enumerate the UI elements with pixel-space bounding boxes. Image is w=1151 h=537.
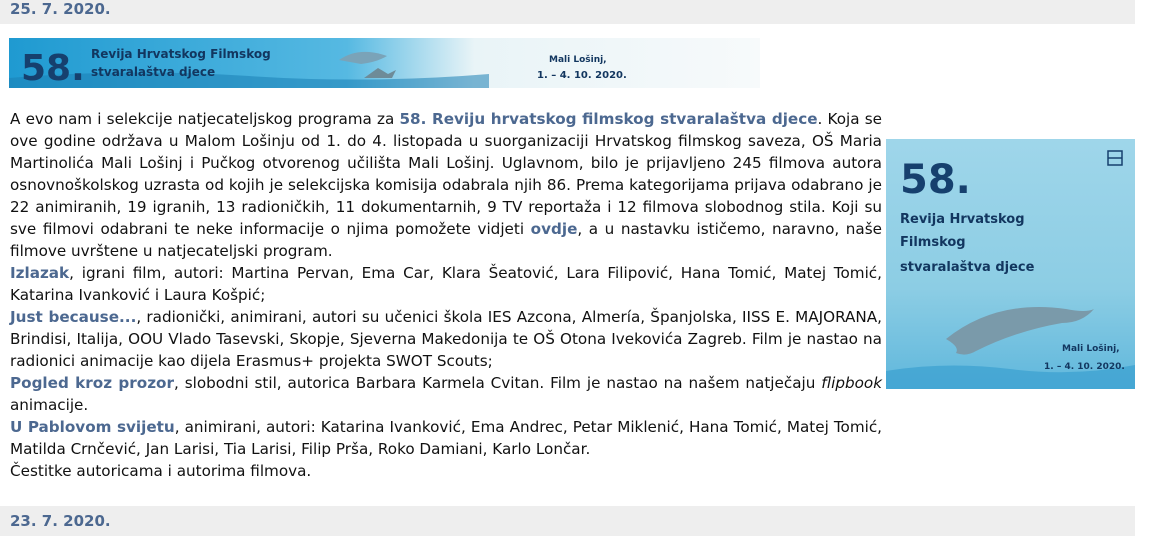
film-title-just-because[interactable]: Just because... [10, 308, 137, 326]
article-body [10, 108, 882, 482]
date-header-top: 25. 7. 2020. [0, 0, 1135, 24]
film-description-italic: flipbook [821, 374, 882, 392]
poster-line1: Revija Hrvatskog [900, 212, 1025, 227]
film-item [10, 372, 882, 416]
date-header-bottom: 23. 7. 2020. [0, 506, 1135, 536]
poster-dates: 1. – 4. 10. 2020. [1044, 362, 1125, 372]
film-item [10, 416, 882, 460]
poster-number: 58. [900, 157, 971, 203]
festival-poster[interactable] [886, 139, 1135, 389]
film-description-end: animacije. [10, 396, 89, 414]
film-description: , radionički, animirani, autori su učenici škola IES Azcona, Almería, Španjolska, IISS E. MAJORANA, Brindisi, Italija, OOU Vlado Tasevski, Skopje, Sjeverna Makedonija te OŠ Otona Ivekovića Zagreb. Film je nastao na radionici animacije kao dijela Erasmus+ projekta SWOT Scouts; [10, 308, 882, 370]
film-title-u-pablovom-svijetu[interactable]: U Pablovom svijetu [10, 418, 175, 436]
film-item [10, 306, 882, 372]
intro-text-2: . Koja se ove godine održava u Malom Lošinju od 1. do 4. listopada u suorganizaciji Hrvatskog filmskog saveza, OŠ Maria Martinolića Mali Lošinj i Pučkog otvorenog učilišta Mali Lošinj. Uglavnom, bilo je prijavljeno 245 filmova autora osnovnoškolskog uzrasta od kojih je selekcijska komisija odabrala njih 86. Prema kategorijama prijava odabrano je 22 animiranih, 19 igranih, 13 radioničkih, 11 dokumentarnih, 9 TV reportaža i 12 filmova slobodnog stila. Koji su sve filmovi odabrani te neke informacije o njima pomožete vidjeti [10, 110, 883, 238]
intro-text: A evo nam i selekcije natjecateljskog programa za [10, 110, 400, 128]
film-description: , igrani film, autori: Martina Pervan, Ema Car, Klara Šeatović, Lara Filipović, Hana Tomić, Matej Tomić, Katarina Ivanković i Laura Košpić; [10, 264, 882, 304]
poster-line2: Filmskog [900, 235, 966, 250]
festival-link[interactable]: 58. Reviju hrvatskog filmskog stvaralaštva djece [399, 110, 818, 128]
banner-dates: 1. – 4. 10. 2020. [537, 70, 627, 81]
closing-paragraph: Čestitke autoricama i autorima filmova. [10, 462, 312, 480]
poster-place: Mali Lošinj, [1062, 344, 1120, 354]
banner-graphic [9, 38, 760, 88]
film-title-izlazak[interactable]: Izlazak [10, 264, 70, 282]
film-description: , slobodni stil, autorica Barbara Karmela Cvitan. Film je nastao na našem natječaju [173, 374, 822, 392]
banner-number: 58. [21, 48, 85, 88]
poster-line3: stvaralaštva djece [900, 260, 1035, 275]
ovdje-link[interactable]: ovdje [530, 220, 578, 238]
film-item [10, 262, 882, 306]
poster-graphic [886, 139, 1135, 389]
festival-banner[interactable] [9, 38, 760, 88]
intro-paragraph [10, 108, 882, 262]
banner-title-line2: stvaralaštva djece [91, 65, 216, 79]
film-title-pogled-kroz-prozor[interactable]: Pogled kroz prozor [10, 374, 174, 392]
banner-place: Mali Lošinj, [549, 55, 607, 65]
banner-title-line1: Revija Hrvatskog Filmskog [91, 47, 271, 61]
film-description: , animirani, autori: Katarina Ivanković, Ema Andrec, Petar Miklenić, Hana Tomić, Matej Tomić, Matilda Crnčević, Jan Larisi, Tia Larisi, Filip Prša, Roko Damiani, Karlo Lončar. [10, 418, 883, 458]
intro-text-3: , a u nastavku ističemo, naravno, naše filmove uvrštene u natjecateljski program. [10, 220, 882, 260]
